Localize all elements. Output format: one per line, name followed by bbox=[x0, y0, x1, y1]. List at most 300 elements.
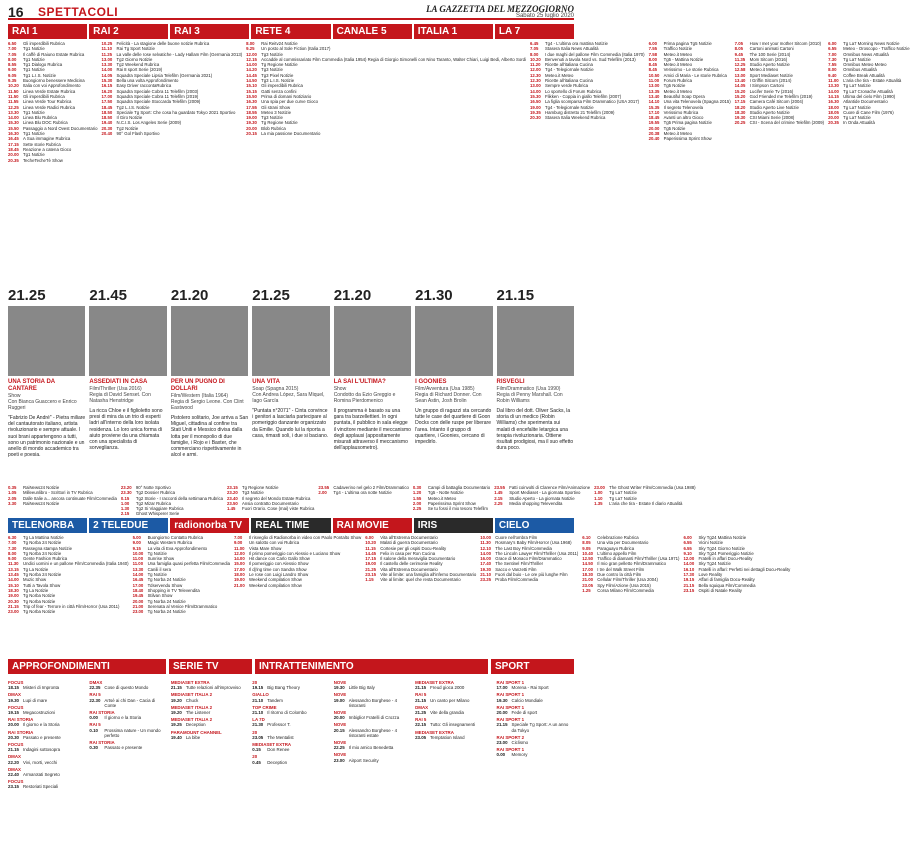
program-title: Rai Tg Sport Notizie bbox=[116, 46, 155, 52]
program-title: Una spia per due curve Gioco bbox=[261, 99, 319, 105]
program-title: Celebrazione Rubrica bbox=[597, 535, 639, 540]
program-title: Tg La7 Notizie bbox=[843, 115, 871, 121]
program-row bbox=[735, 120, 824, 125]
program-title: Il pomeriggio con Alessio Show bbox=[248, 561, 309, 567]
program-time: 6.45 bbox=[530, 41, 539, 46]
program-title: Cuore nell'ombra Film bbox=[495, 535, 538, 540]
program-time: 19.30 bbox=[734, 115, 746, 121]
feature-title: I GOONIES bbox=[415, 379, 447, 385]
program-time: 20.38 bbox=[648, 131, 660, 137]
program-time: 15.00 bbox=[233, 561, 245, 567]
program-title: Rai 8 sport Serie (2019) bbox=[116, 67, 163, 73]
program-time: 18.45 bbox=[8, 146, 19, 152]
program-time: 6.55 bbox=[828, 46, 837, 52]
program-title: Passaggio a Nord Ovest Documentario bbox=[23, 125, 98, 131]
program-title: Un posto al Sole Fiction (Italia 2017) bbox=[261, 46, 331, 52]
program-time: 16.00 bbox=[480, 556, 492, 562]
program-title: Deception bbox=[185, 722, 206, 728]
program-title: Buongiorno Contatto Rubrica bbox=[147, 535, 203, 540]
channel-name: NOVE bbox=[333, 680, 347, 685]
program-title: Vite della grandia bbox=[430, 710, 464, 716]
feature-cast: Regia di Richard Donner. Con Sean Astin, Josh Brolin bbox=[415, 392, 482, 404]
program-row bbox=[497, 698, 574, 703]
channel-name: DMAX bbox=[415, 704, 429, 710]
program-time: 19.00 bbox=[246, 115, 257, 121]
program-title: Rosmary's Baby Film/Horror (Usa 1968) bbox=[495, 540, 572, 546]
program-title: Sky Tg24 Pomeriggio Notizie bbox=[698, 550, 754, 556]
program-time: 21.25 bbox=[415, 710, 427, 716]
program-row bbox=[8, 784, 85, 789]
program-title: Il Giro Notizie bbox=[116, 115, 143, 121]
listing-column bbox=[246, 41, 526, 285]
program-title: Atlantide Documentario bbox=[843, 99, 888, 105]
program-title: Tg2 Si Viaggiare Rubrica bbox=[135, 506, 184, 512]
channel-header: 2 TELEDUE bbox=[89, 518, 168, 533]
program-title: Il segreto del Mondo Estate Rubrica bbox=[242, 495, 311, 501]
program-title: A Sua immagine Rubrica bbox=[23, 136, 71, 142]
program-time: 17.15 bbox=[365, 556, 376, 562]
program-time: 16.45 bbox=[8, 136, 19, 142]
program-time: 20.15 bbox=[333, 727, 345, 733]
program-title: Il risveglio di Radionorba in video con Paolo Pontalto Show bbox=[248, 535, 362, 540]
program-title: Tg Norba 24 Notizie bbox=[23, 540, 62, 546]
program-time: 20.35 bbox=[828, 120, 839, 126]
category-column bbox=[334, 678, 411, 836]
feature-photo bbox=[171, 306, 248, 376]
program-row bbox=[8, 685, 85, 690]
program-time: 13.30 bbox=[101, 62, 113, 68]
program-title: Tg5 - Notte Notizie bbox=[427, 490, 464, 496]
program-title: L'aria che tira - Estate Il diario Attualità bbox=[609, 500, 683, 506]
program-title: Big Bang Theory bbox=[267, 685, 300, 691]
program-title: Meteo.it Meteo bbox=[663, 88, 693, 94]
program-time: 10.50 bbox=[648, 72, 660, 78]
feature-cast: Con Andrea López, Sara Miquel, Iago García bbox=[252, 392, 325, 404]
program-time: 17.50 bbox=[101, 99, 113, 105]
program-time: 23.15 bbox=[227, 485, 238, 490]
program-time: 19.45 bbox=[132, 593, 144, 599]
program-row bbox=[133, 609, 230, 614]
program-time: 15.30 bbox=[8, 120, 19, 126]
feature-photo bbox=[252, 306, 329, 376]
channel-name: MEDIASET EXTRA bbox=[415, 729, 454, 735]
channel-name: RAI STORIA bbox=[8, 729, 34, 735]
feature-description: Un gruppo di ragazzi sta cercando tutte le case del quartiere di Goon Docks con delle ruspe per liberare l'area. Intanto il gruppo di quartiere, i Goonies, cercano di impedirlo. bbox=[415, 408, 492, 446]
listing-column bbox=[234, 535, 361, 657]
program-time: 12.30 bbox=[530, 78, 541, 84]
program-title: Squadra Speciale Cobra 11 Telefilm (2019) bbox=[116, 93, 199, 99]
program-time: 19.20 bbox=[170, 697, 182, 703]
program-time: 21.25 bbox=[365, 566, 376, 572]
program-title: La vita di Eva Approfondimento bbox=[147, 545, 208, 551]
feature-time: 21.30 bbox=[415, 287, 453, 304]
program-title: Amici di Maria - Le storie Rubrica bbox=[663, 72, 727, 78]
program-title: Passato e presente bbox=[104, 745, 143, 751]
program-title: Meteo.it Meteo bbox=[749, 67, 779, 73]
program-title: Gli strani Show bbox=[261, 104, 291, 110]
program-time: 6.00 bbox=[365, 535, 374, 540]
channel-name: RAI STORIA bbox=[89, 710, 115, 716]
program-row bbox=[252, 735, 329, 740]
program-time: 19.30 bbox=[333, 685, 345, 691]
program-time: 23.25 bbox=[480, 577, 492, 583]
program-title: Tutto: Gli insegnamenti bbox=[430, 722, 476, 728]
program-title: Imbiglio! Fratelli di Crozza bbox=[348, 715, 400, 721]
program-row bbox=[89, 685, 166, 690]
program-time: 20.00 bbox=[496, 710, 508, 716]
listing-column bbox=[121, 485, 223, 515]
program-time: 23.00 bbox=[594, 485, 605, 490]
program-row bbox=[252, 747, 329, 752]
feature-title: UNA STORIA DA CANTARE bbox=[8, 379, 55, 392]
program-time: 22.30 bbox=[89, 697, 101, 703]
program-title: Se tu fossi il mio tesoro Telefilm bbox=[427, 506, 488, 512]
channel-name: RAI 5 bbox=[415, 692, 427, 698]
program-time: 18.50 bbox=[101, 109, 113, 115]
program-time: 23.40 bbox=[227, 495, 238, 501]
listing-column bbox=[133, 535, 230, 657]
program-title: The Sentinel Film/Thriller bbox=[495, 561, 544, 567]
program-row bbox=[334, 728, 411, 738]
program-time: 8.00 bbox=[246, 41, 255, 46]
program-title: Squadra Speciale Stoccarda Telefilm (2009) bbox=[116, 99, 201, 105]
program-title: I due maghi del pallone Film Commedia (Italia 1970) bbox=[545, 51, 645, 57]
program-title: Benvenuti a tavola Nord vs. Sud Telefilm (2013) bbox=[545, 56, 636, 62]
program-time: 20.00 bbox=[8, 152, 19, 158]
program-title: Una vita Telenovela (Spagna 2015) bbox=[663, 99, 731, 105]
program-title: Studio Aperto Notizie bbox=[749, 62, 790, 68]
program-title: Deception bbox=[267, 759, 288, 765]
program-time: 5.00 bbox=[132, 535, 141, 540]
program-time: 11.35 bbox=[734, 56, 746, 62]
program-title: Sport Mediaset Notizie bbox=[749, 72, 793, 78]
channel-name: MEDIASET EXTRA bbox=[252, 742, 292, 748]
feature-genre: Film/Thriller (Usa 2016) bbox=[89, 386, 142, 392]
feature-cast: Con Bianca Guaccero e Enrico Ruggeri bbox=[8, 399, 77, 411]
program-title: Artsè ai chi Dan - Cacia di Conte bbox=[104, 697, 156, 708]
program-title: Prima di domani Notiziario bbox=[261, 93, 312, 99]
program-title: Tg2 Notizie bbox=[116, 125, 139, 131]
program-title: Il giorno e la Storia bbox=[104, 715, 142, 721]
program-row bbox=[497, 685, 574, 690]
program-time: 11.20 bbox=[530, 62, 541, 68]
program-time: 8.45 bbox=[648, 67, 657, 73]
program-time: 1.45 bbox=[227, 506, 236, 512]
program-time: 21.00 bbox=[132, 603, 144, 609]
category-listings bbox=[8, 678, 574, 836]
program-row bbox=[89, 728, 166, 738]
program-time: 9.25 bbox=[246, 46, 255, 52]
program-title: Meteo.it Meteo bbox=[663, 62, 693, 68]
program-title: Lupi di mare bbox=[23, 697, 48, 703]
feature-time: 21.20 bbox=[333, 287, 372, 304]
program-title: God Friended me Telefilm (2019) bbox=[749, 93, 813, 99]
program-title: Avanti un altro Gioco bbox=[663, 115, 704, 121]
channel-header: RAI 2 bbox=[89, 24, 168, 39]
program-time: 14.45 bbox=[246, 72, 257, 78]
channel-name: NOVE bbox=[333, 722, 347, 728]
program-title: Tg La Mattina Notizie bbox=[23, 535, 64, 540]
program-title: Il primo pomeriggio con Alessio e Luciano Show bbox=[248, 550, 341, 556]
listing-column bbox=[8, 535, 129, 657]
program-title: Megacostruzioni bbox=[23, 710, 55, 716]
program-title: Professor T. bbox=[267, 722, 291, 728]
program-row bbox=[497, 710, 574, 715]
program-time: 15.20 bbox=[734, 93, 746, 99]
program-title: Weekend compilation Show bbox=[248, 577, 302, 583]
program-time: 18.00 bbox=[828, 104, 839, 110]
program-time: 16.45 bbox=[132, 577, 144, 583]
program-time: 18.30 bbox=[582, 572, 594, 578]
program-title: Coffee Break Attualità bbox=[843, 72, 885, 78]
program-time: 13.15 bbox=[8, 566, 19, 572]
program-time: 14.00 bbox=[132, 572, 144, 578]
program-title: Tg1 L.I.S. Notizie bbox=[23, 72, 56, 78]
program-title: Rai Reitv24 Notizie bbox=[261, 41, 298, 46]
program-title: Camera Café Sitcom (2004) bbox=[749, 99, 804, 105]
feature-genre: Film/Western (Italia 1964) bbox=[170, 393, 228, 399]
program-title: Reazione a catena Gioco bbox=[23, 146, 72, 152]
channel-header: LA 7 bbox=[495, 24, 574, 39]
program-title: Buongiorno benessere Medicina bbox=[23, 78, 85, 84]
program-time: 20.00 bbox=[246, 125, 257, 131]
program-time: 20.40 bbox=[101, 131, 113, 137]
program-time: 8.05 bbox=[582, 540, 591, 546]
program-row bbox=[121, 511, 223, 516]
program-time: 21.15 bbox=[415, 685, 427, 691]
listing-column bbox=[102, 41, 243, 285]
program-title: Fuori Orario. Cose (mai) viste Rubrica bbox=[242, 506, 315, 512]
program-time: 17.00 bbox=[233, 566, 245, 572]
program-title: Tg3 L.I.S. Notizie bbox=[261, 78, 295, 84]
program-time: 14.00 bbox=[480, 550, 492, 556]
program-time: 14.50 bbox=[246, 78, 257, 84]
program-row bbox=[334, 715, 411, 720]
program-title: Linea Blu DOC Rubrica bbox=[23, 120, 68, 126]
channel-name: RAI STORIA bbox=[89, 740, 115, 746]
program-time: 2.25 bbox=[412, 506, 422, 512]
channel-name: DMAX bbox=[8, 692, 21, 698]
program-time: 18.50 bbox=[101, 115, 113, 121]
program-time: 3.30 bbox=[8, 500, 17, 506]
program-title: Trip of fear - Terrore in città Film/Horror (Usa 2011) bbox=[23, 603, 120, 609]
program-time: 7.00 bbox=[8, 540, 17, 546]
program-row bbox=[89, 698, 166, 708]
program-title: Tg La7 Notizie bbox=[843, 104, 871, 110]
program-title: Tutti a Tavola Show bbox=[23, 582, 61, 588]
program-time: 18.55 bbox=[246, 109, 257, 115]
feature-card bbox=[252, 287, 329, 483]
program-title: Un salotto con voi Rubrica bbox=[248, 540, 300, 546]
program-title: Accadde al commissariato Film Commedia (Italia 1954) Regia di Giorgio Simonelli con Nino Taranto, Walter Chiari, Luigi Bedi, Alberto Sordi bbox=[261, 56, 527, 62]
program-time: 1.00 bbox=[594, 490, 603, 496]
program-title: N.C.I.S. Los Angeles Serie (2009) bbox=[116, 120, 182, 126]
program-title: Vite al limite: una famiglia all'inferno Documentario bbox=[380, 572, 477, 578]
program-time: 21.30 bbox=[252, 722, 264, 728]
program-time: 17.00 bbox=[132, 582, 144, 588]
program-time: 19.25 bbox=[170, 722, 182, 728]
channel-name: NOVE bbox=[333, 740, 347, 746]
program-title: Tg5 Prima pagina Notizie bbox=[663, 120, 712, 126]
program-title: La figlia scomparsa Film Drammatico (USA 2017) bbox=[545, 99, 640, 105]
program-time: 19.00 bbox=[8, 593, 19, 599]
program-title: Tg5 Notizie bbox=[663, 125, 686, 131]
page-number: 16 bbox=[8, 4, 24, 20]
program-time: 7.00 bbox=[8, 46, 17, 52]
program-title: Tg Norba 24 Notizie bbox=[147, 598, 186, 604]
program-time: 14.05 bbox=[734, 83, 746, 89]
program-title: Stilvan Show bbox=[147, 593, 173, 599]
program-time: 6.50 bbox=[8, 41, 17, 46]
program-title: Cartoni animati Cartoni bbox=[749, 46, 794, 52]
program-time: 18.20 bbox=[734, 104, 746, 110]
program-time: 13.30 bbox=[132, 566, 144, 572]
program-title: Linea Verde Tour Rubrica bbox=[23, 99, 72, 105]
program-title: Cose di questo Mondo bbox=[104, 685, 149, 691]
program-time: 23.00 bbox=[132, 609, 144, 615]
program-title: Tg Norba 24 Notizie bbox=[147, 577, 186, 583]
program-time: 1.05 bbox=[8, 490, 17, 496]
program-title: Mom Sitcom (2016) bbox=[749, 56, 788, 62]
program-time: 21.00 bbox=[582, 577, 594, 583]
program-title: RaiNews24 Notizie bbox=[23, 500, 60, 506]
program-title: Tandem bbox=[267, 697, 283, 703]
program-time: 8.00 bbox=[828, 67, 837, 73]
program-time: 21.15 bbox=[8, 603, 19, 609]
program-time: 0.45 bbox=[252, 759, 261, 765]
program-time: 20.25 bbox=[734, 120, 746, 126]
program-time: 9.40 bbox=[828, 72, 837, 78]
program-title: Tg1 Notizie bbox=[23, 152, 45, 158]
program-time: 6.55 bbox=[683, 540, 692, 546]
program-title: Sky Tg24 Giorno Notizie bbox=[698, 545, 745, 551]
channel-header: ITALIA 1 bbox=[414, 24, 493, 39]
program-time: 19.00 bbox=[530, 104, 541, 110]
program-time: 13.00 bbox=[648, 83, 660, 89]
program-time: 21.00 bbox=[233, 582, 245, 588]
channel-name: PARAMOUNT CHANNEL bbox=[170, 729, 222, 735]
program-time: 1.45 bbox=[494, 490, 503, 496]
program-time: 15.10 bbox=[8, 582, 19, 588]
program-title: Tg La7 Notizie bbox=[843, 83, 871, 89]
feature-genre: Film/Drammatico (Usa 1990) bbox=[496, 386, 561, 392]
program-title: Indagini sottosopra bbox=[23, 747, 61, 753]
program-title: Verissimo Rubrica bbox=[663, 109, 699, 115]
program-time: 12.00 bbox=[530, 67, 541, 73]
program-time: 7.05 bbox=[8, 51, 17, 57]
program-time: 12.30 bbox=[530, 72, 541, 78]
channel-name: RAI SPORT 1 bbox=[496, 680, 525, 685]
channel-name: FOCUS bbox=[8, 680, 24, 685]
channel-name: FOCUS bbox=[8, 704, 24, 710]
program-title: Spy Film/Azione (Usa 2015) bbox=[597, 582, 651, 588]
program-title: Prima pagina Tg5 Notizie bbox=[663, 41, 712, 46]
program-time: 22.20 bbox=[8, 759, 19, 765]
program-time: 1.25 bbox=[582, 587, 591, 593]
program-row bbox=[334, 758, 411, 763]
program-time: 12.10 bbox=[480, 545, 492, 551]
program-time: 11.30 bbox=[8, 561, 19, 567]
program-title: Tg4 - L'ultima ora notte Notizie bbox=[333, 490, 392, 496]
channel-name: DMAX bbox=[8, 766, 21, 772]
feature-title: RISVEGLI bbox=[496, 379, 525, 385]
program-time: 10.00 bbox=[132, 550, 144, 556]
program-time: 9.35 bbox=[8, 78, 17, 84]
program-title: Vicini Notizie bbox=[698, 540, 723, 546]
program-title: Il dj'ing time con Sandra Show bbox=[248, 566, 307, 572]
program-time: 10.20 bbox=[8, 83, 19, 89]
feature-photo bbox=[8, 306, 85, 376]
listing-column bbox=[494, 485, 590, 515]
program-title: Don Renee bbox=[267, 747, 290, 753]
program-title: Traffico Notizie bbox=[663, 46, 693, 52]
program-title: Alessandro Borghese - 4 ristoranti estate bbox=[348, 727, 398, 738]
program-title: Flikken - Coppia in giallo Telefilm (2007) bbox=[545, 93, 622, 99]
program-row bbox=[227, 506, 314, 511]
channel-name: MEDIASET ITALIA 2 bbox=[170, 717, 213, 723]
listing-column bbox=[318, 485, 408, 515]
program-time: 13.00 bbox=[734, 72, 746, 78]
listing-column bbox=[594, 485, 695, 515]
program-time: 23.55 bbox=[494, 485, 505, 490]
program-title: Una famiglia quasi perfetta Film/Commedia bbox=[147, 561, 230, 567]
program-title: Ultima del cielo Film (1990) bbox=[843, 93, 896, 99]
program-time: 19.30 bbox=[480, 566, 492, 572]
program-title: Stasera Italia News Attualità bbox=[545, 46, 599, 52]
category-column bbox=[8, 678, 85, 836]
program-time: 19.00 bbox=[233, 577, 245, 583]
program-time: 23.00 bbox=[496, 740, 508, 746]
program-title: Linea Verde Estate Rubrica bbox=[23, 88, 76, 94]
program-title: How I met your mother Sitcom (2010) bbox=[749, 41, 822, 46]
program-title: Il ritorno di Colombo bbox=[267, 710, 307, 716]
program-time: 10.20 bbox=[530, 56, 541, 62]
feature-cast: Regia di David Senset. Con Natasha Henstridge bbox=[89, 392, 151, 404]
program-title: The Last Boy Film/Commedia bbox=[495, 545, 552, 551]
program-title: Passato e presente bbox=[23, 734, 61, 740]
program-time: 8.00 bbox=[8, 56, 17, 62]
program-time: 20.15 bbox=[246, 131, 257, 137]
channel-header: RAI 3 bbox=[170, 24, 249, 39]
program-title: Tg3 Pixel Notizie bbox=[261, 72, 294, 78]
program-title: Tg Notizie bbox=[147, 550, 167, 556]
program-title: RaiNews24 Notizie bbox=[23, 485, 60, 490]
program-title: Sunrise Show bbox=[147, 556, 175, 562]
program-title: Forum Rubrica bbox=[663, 78, 693, 84]
program-title: Tg Norba 24 Notizie bbox=[23, 550, 62, 556]
program-title: Sette storie Rubrica bbox=[23, 141, 61, 147]
program-row bbox=[415, 722, 492, 727]
feature-genre: Show bbox=[8, 393, 21, 399]
program-title: Paperissima Sprint Show bbox=[427, 500, 476, 506]
feature-card bbox=[497, 287, 574, 483]
program-time: 19.30 bbox=[246, 120, 257, 126]
listing-column bbox=[413, 485, 490, 515]
program-title: Ricette all'italiana Cucina bbox=[545, 62, 593, 68]
program-title: Bella squiqua Film/Commedia bbox=[698, 582, 756, 588]
program-time: 14.00 bbox=[8, 115, 19, 121]
program-title: Grace di Monaco Film/Drammatico bbox=[495, 556, 562, 562]
program-time: 14.00 bbox=[530, 88, 541, 94]
program-row bbox=[494, 501, 590, 506]
program-title: Airport Security bbox=[348, 757, 379, 763]
program-time: 7.58 bbox=[648, 51, 657, 57]
channel-bar-mid bbox=[8, 518, 574, 533]
program-time: 20.30 bbox=[101, 125, 113, 131]
program-time: 10.40 bbox=[582, 550, 594, 556]
program-time: 13.00 bbox=[101, 56, 113, 62]
program-time: 1.35 bbox=[594, 500, 603, 506]
